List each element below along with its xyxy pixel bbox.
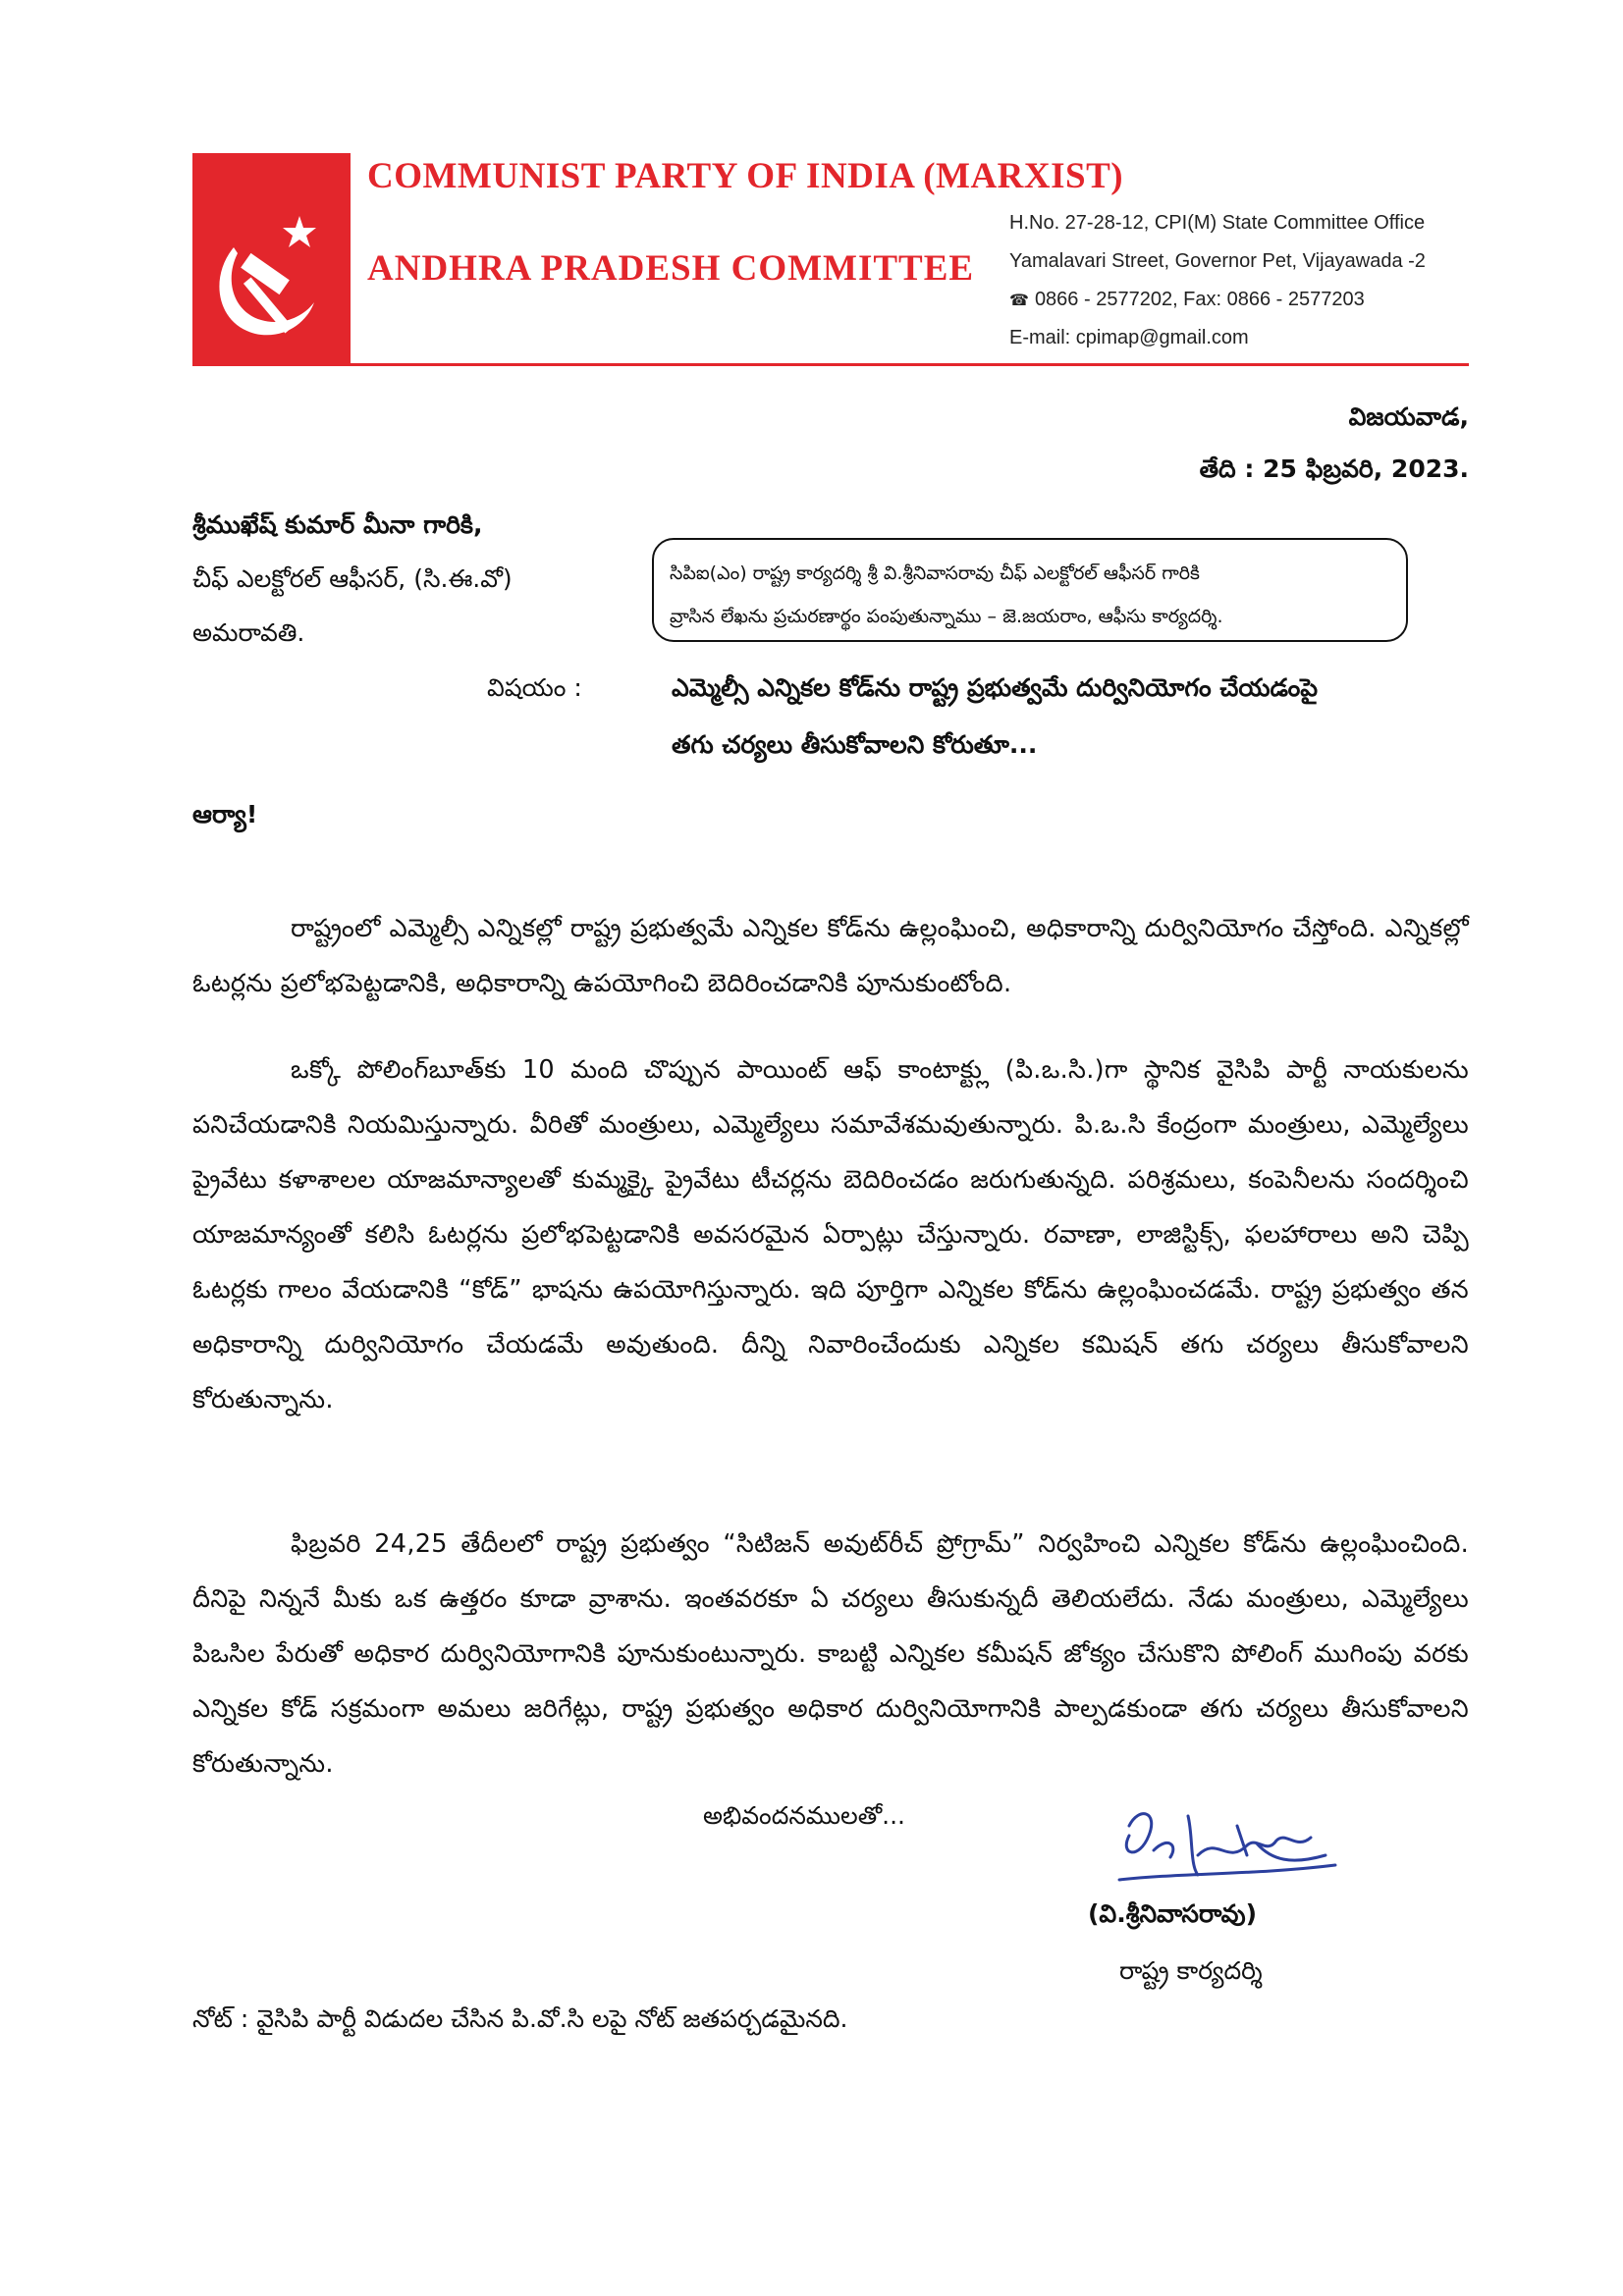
- place: విజయవాడ,: [1348, 402, 1469, 431]
- hammer-sickle-star-icon: [204, 208, 342, 355]
- body-paragraph-3: [192, 1517, 1469, 1791]
- body-paragraph-1: [192, 901, 1469, 1011]
- email-line: E-mail: cpimap@gmail.com: [1009, 327, 1249, 348]
- signatory-name: (వి.శ్రీనివాసరావు): [1088, 1899, 1257, 1928]
- recipient-city: అమరావతి.: [192, 618, 305, 647]
- party-logo: [192, 153, 351, 363]
- press-note-line-2: వ్రాసిన లేఖను ప్రచురణార్థం పంపుతున్నాము – జె.జయరాం, ఆఫీసు కార్యదర్శి.: [670, 606, 1223, 627]
- paragraph-text: ఫిబ్రవరి 24,25 తేదీలలో రాష్ట్ర ప్రభుత్వం “సిటిజన్ అవుట్‌రీచ్ ప్రోగ్రామ్” నిర్వహించి ఎన్నికల కోడ్‌ను ఉల్లంఘించింది. దీనిపై నిన్ననే మీకు ఒక ఉత్తరం కూడా వ్రాశాను. ఇంతవరకూ ఏ చర్యలు తీసుకున్నదీ తెలియలేదు. నేడు మంత్రులు, ఎమ్మెల్యేలు పిఒసిల పేరుతో అధికార దుర్వినియోగానికి పూనుకుంటున్నారు. కాబట్టి ఎన్నికల కమీషన్ జోక్యం చేసుకొని పోలింగ్ ముగింపు వరకు ఎన్నికల కోడ్ సక్రమంగా అమలు జరిగేట్లు, రాష్ట్ర ప్రభుత్వం అధికార దుర్వినియోగానికి పాల్పడకుండా తగు చర్యలు తీసుకోవాలని కోరుతున్నాను.: [192, 1529, 1469, 1779]
- footnote: నోట్ : వైసిపి పార్టీ విడుదల చేసిన పి.వో.సి లపై నోట్ జతపర్చడమైనది.: [192, 2004, 848, 2033]
- organization-name: COMMUNIST PARTY OF INDIA (MARXIST): [367, 156, 1124, 196]
- press-release-note: [652, 538, 1408, 642]
- letterhead-divider: [192, 363, 1469, 366]
- press-note-line-1: సిపిఐ(ఎం) రాష్ట్ర కార్యదర్శి శ్రీ వి.శ్రీనివాసరావు చీఫ్ ఎలక్టోరల్ ఆఫీసర్ గారికి: [670, 562, 1200, 584]
- address-line-1: H.No. 27-28-12, CPI(M) State Committee Office: [1009, 212, 1426, 234]
- handwritten-signature: [1100, 1796, 1394, 1904]
- salutation: ఆర్యా!: [192, 800, 258, 828]
- closing: అభివందనములతో...: [703, 1801, 905, 1830]
- paragraph-text: రాష్ట్రంలో ఎమ్మెల్సీ ఎన్నికల్లో రాష్ట్ర ప్రభుత్వమే ఎన్నికల కోడ్‌ను ఉల్లంఘించి, అధికారాన్ని దుర్వినియోగం చేస్తోంది. ఎన్నికల్లో ఓటర్లను ప్రలోభపెట్టడానికి, అధికారాన్ని ఉపయోగించి బెదిరించడానికి పూనుకుంటోంది.: [192, 914, 1469, 998]
- subject-label: విషయం :: [487, 673, 582, 702]
- letterhead: [192, 153, 1469, 363]
- body-paragraph-2: [192, 1042, 1469, 1427]
- recipient-name: శ్రీముఖేష్ కుమార్ మీనా గారికి,: [192, 510, 483, 539]
- recipient-designation: చీఫ్ ఎలక్టోరల్ ఆఫీసర్, (సి.ఈ.వో): [192, 564, 513, 593]
- committee-name: ANDHRA PRADESH COMMITTEE: [367, 248, 975, 289]
- subject-line-2: తగు చర్యలు తీసుకోవాలని కోరుతూ...: [672, 730, 1038, 759]
- subject-line-1: ఎమ్మెల్సీ ఎన్నికల కోడ్‌ను రాష్ట్ర ప్రభుత్వమే దుర్వినియోగం చేయడంపై: [672, 673, 1319, 702]
- phone-numbers: 0866 - 2577202, Fax: 0866 - 2577203: [1034, 289, 1365, 310]
- letter-date: తేది : 25 ఫిబ్రవరి, 2023.: [1199, 454, 1469, 483]
- paragraph-text: ఒక్కో పోలింగ్‌బూత్‌కు 10 మంది చొప్పున పాయింట్ ఆఫ్ కాంటాక్ట్లు (పి.ఒ.సి.)గా స్థానిక వైసిపి పార్టీ నాయకులను పనిచేయడానికి నియమిస్తున్నారు. వీరితో మంత్రులు, ఎమ్మెల్యేలు సమావేశమవుతున్నారు. పి.ఒ.సి కేంద్రంగా మంత్రులు, ఎమ్మెల్యేలు ప్రైవేటు కళాశాలల యాజమాన్యాలతో కుమ్మక్కై ప్రైవేటు టీచర్లను బెదిరించడం జరుగుతున్నది. పరిశ్రమలు, కంపెనీలను సందర్శించి యాజమాన్యంతో కలిసి ఓటర్లను ప్రలోభపెట్టడానికి అవసరమైన ఏర్పాట్లు చేస్తున్నారు. రవాణా, లాజిస్టిక్స్, ఫలహారాలు అని చెప్పి ఓటర్లకు గాలం వేయడానికి “కోడ్” భాషను ఉపయోగిస్తున్నారు. ఇది పూర్తిగా ఎన్నికల కోడ్‌ను ఉల్లంఘించడమే. రాష్ట్ర ప్రభుత్వం తన అధికారాన్ని దుర్వినియోగం చేయడమే అవుతుంది. దీన్ని నివారించేందుకు ఎన్నికల కమిషన్ తగు చర్యలు తీసుకోవాలని కోరుతున్నాను.: [192, 1055, 1469, 1415]
- phone-line: [1009, 289, 1365, 311]
- address-line-2: Yamalavari Street, Governor Pet, Vijayawada -2: [1009, 250, 1426, 272]
- telephone-icon: ☎: [1009, 293, 1029, 309]
- signatory-title: రాష్ట్ర కార్యదర్శి: [1119, 1956, 1263, 1985]
